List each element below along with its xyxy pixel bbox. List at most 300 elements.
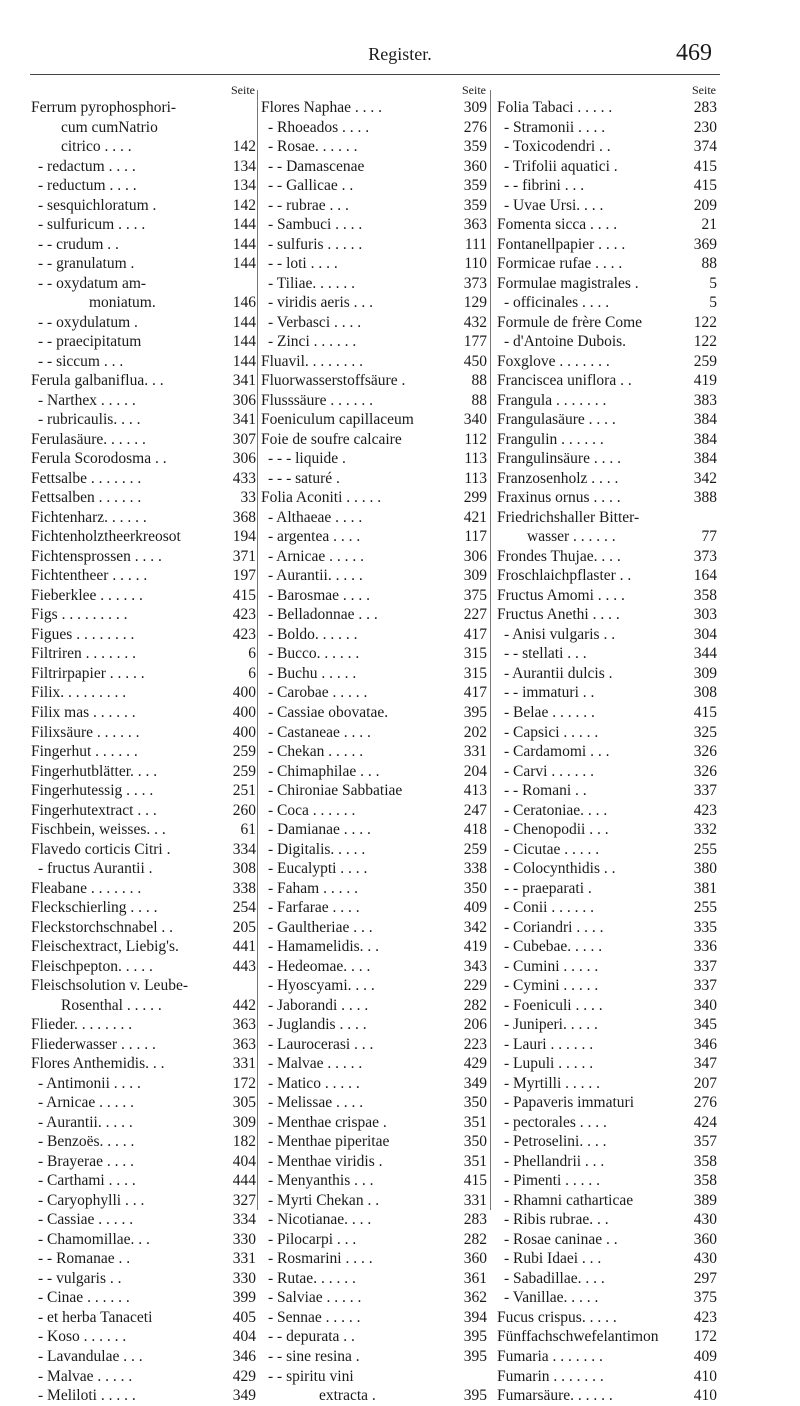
entry-page: 113 <box>464 469 487 487</box>
index-entry <box>31 449 256 469</box>
page-header <box>0 40 800 70</box>
index-entry <box>497 820 717 840</box>
index-entry <box>31 215 256 235</box>
entry-term: - Trifolii aquatici . <box>504 157 618 175</box>
entry-term: - Arnicae . . . . . <box>268 547 364 565</box>
entry-term: - fructus Aurantii . <box>38 860 153 878</box>
entry-page: 395 <box>463 1328 487 1346</box>
entry-page: 260 <box>232 801 256 819</box>
entry-page: 349 <box>463 1074 487 1092</box>
entry-term: - Salviae . . . . . <box>268 1289 362 1307</box>
entry-page: 330 <box>232 1269 256 1287</box>
entry-term: - - - liquide . <box>268 450 346 468</box>
index-entry <box>497 313 717 333</box>
entry-term: Ferula galbaniflua. . . <box>31 372 164 390</box>
entry-term: - Lupuli . . . . . <box>504 1055 594 1073</box>
index-entry <box>497 840 717 860</box>
entry-term: - Gaultheriae . . . <box>268 918 373 936</box>
entry-term: - Uvae Ursi. . . . <box>504 196 604 214</box>
index-entry <box>497 937 717 957</box>
entry-term: - Cumini . . . . . <box>504 957 599 975</box>
entry-term: - Nicotianae. . . . <box>268 1211 372 1229</box>
entry-term: Filix. . . . . . . . . <box>31 684 127 702</box>
index-entry <box>31 235 256 255</box>
entry-term: - Melissae . . . . <box>268 1094 364 1112</box>
index-entry <box>31 879 256 899</box>
entry-page: 338 <box>232 879 256 897</box>
entry-term: - Phellandrii . . . <box>504 1152 605 1170</box>
entry-term: - Verbasci . . . . <box>268 313 362 331</box>
index-entry <box>261 157 487 177</box>
index-entry <box>497 1035 717 1055</box>
entry-page: 404 <box>232 1152 256 1170</box>
entry-page: 409 <box>693 1348 717 1365</box>
index-entry <box>497 1054 717 1074</box>
entry-page: 369 <box>693 235 717 253</box>
entry-term: Fluorwasserstoffsäure . <box>261 372 406 390</box>
index-entry <box>31 742 256 762</box>
entry-term: Fliederwasser . . . . . <box>31 1035 156 1053</box>
entry-page: 350 <box>463 1094 487 1112</box>
entry-term: - pectorales . . . . <box>504 1113 607 1131</box>
entry-term: - - praeparati . <box>504 879 592 897</box>
entry-term: - Menthae piperitae <box>268 1133 390 1151</box>
entry-term: - Hyoscyami. . . . <box>268 977 375 995</box>
index-entry <box>31 1386 256 1406</box>
index-entry <box>31 98 256 118</box>
index-entry <box>497 1288 717 1308</box>
entry-term: Foxglove . . . . . . . <box>497 352 610 370</box>
entry-page: 381 <box>693 879 717 897</box>
entry-page: 146 <box>232 294 256 312</box>
index-entry <box>497 118 717 138</box>
entry-page: 335 <box>693 918 717 936</box>
index-entry <box>31 1347 256 1367</box>
entry-page: 399 <box>232 1289 256 1307</box>
index-entry <box>261 1288 487 1308</box>
entry-term: - Toxicodendri . . <box>504 138 611 156</box>
entry-page: 358 <box>693 586 717 604</box>
index-entry <box>497 1308 717 1328</box>
index-entry <box>497 762 717 782</box>
entry-page: 419 <box>463 938 487 956</box>
entry-page: 326 <box>693 743 717 761</box>
index-entry <box>261 1093 487 1113</box>
entry-page: 332 <box>693 821 717 839</box>
index-entry <box>261 1327 487 1347</box>
entry-page: 122 <box>693 333 717 351</box>
entry-page: 345 <box>693 1016 717 1034</box>
entry-term: - - - saturé . <box>268 469 340 487</box>
column-divider <box>257 90 258 1210</box>
index-entry <box>261 1269 487 1289</box>
entry-page: 424 <box>693 1113 717 1131</box>
entry-term: Flores Naphae . . . . <box>261 99 382 116</box>
index-entry <box>31 605 256 625</box>
entry-page: 384 <box>693 450 717 468</box>
entry-term: Fleabane . . . . . . . <box>31 879 142 897</box>
entry-term: - Brayerae . . . . <box>38 1152 134 1170</box>
entry-term: - redactum . . . . <box>38 157 136 175</box>
entry-page: 384 <box>693 411 717 429</box>
index-entry <box>497 157 717 177</box>
entry-page: 344 <box>693 645 717 663</box>
entry-term: Ferulasäure. . . . . . <box>31 430 146 448</box>
index-entry <box>261 976 487 996</box>
index-entry <box>497 683 717 703</box>
entry-page: 432 <box>463 313 487 331</box>
entry-term: - Faham . . . . . <box>268 879 358 897</box>
entry-page: 331 <box>232 1055 256 1073</box>
entry-term: - Damianae . . . . <box>268 821 371 839</box>
entry-term: - Cardamomi . . . <box>504 743 610 761</box>
index-entry <box>261 430 487 450</box>
entry-page: 430 <box>693 1211 717 1229</box>
index-entry <box>31 313 256 333</box>
entry-page: 309 <box>463 567 487 585</box>
entry-page: 346 <box>232 1348 256 1365</box>
index-entry <box>261 625 487 645</box>
index-entry <box>497 566 717 586</box>
entry-term: - Barosmae . . . . <box>268 586 371 604</box>
entry-term: Frangulin . . . . . . <box>497 430 604 448</box>
index-entry <box>497 625 717 645</box>
entry-page: 384 <box>693 430 717 448</box>
index-entry <box>31 274 256 294</box>
index-entry <box>31 157 256 177</box>
entry-page: 357 <box>693 1133 717 1151</box>
index-entry <box>31 918 256 938</box>
index-entry <box>31 703 256 723</box>
entry-page: 207 <box>693 1074 717 1092</box>
entry-page: 306 <box>232 391 256 409</box>
entry-term: extracta . <box>319 1387 376 1405</box>
index-entry <box>261 898 487 918</box>
entry-term: - Caryophylli . . . <box>38 1191 145 1209</box>
index-entry <box>261 879 487 899</box>
entry-term: Fichtensprossen . . . . <box>31 547 162 565</box>
index-entry <box>261 1015 487 1035</box>
entry-term: - - loti . . . . <box>268 255 338 273</box>
entry-term: Folia Tabaci . . . . . <box>497 99 613 116</box>
entry-page: 172 <box>693 1328 717 1346</box>
entry-term: - - oxydatum am- <box>38 274 147 292</box>
entry-term: - - oxydulatum . <box>38 313 138 331</box>
entry-term: - Digitalis. . . . . <box>268 840 366 858</box>
entry-term: Foeniculum capillaceum <box>261 411 414 429</box>
index-entry <box>497 703 717 723</box>
index-entry <box>261 762 487 782</box>
entry-term: - Matico . . . . . <box>268 1074 360 1092</box>
index-entry <box>31 1249 256 1269</box>
entry-page: 6 <box>248 645 256 663</box>
index-entry <box>31 723 256 743</box>
index-entry <box>31 1152 256 1172</box>
entry-page: 331 <box>463 743 487 761</box>
index-entry <box>497 1113 717 1133</box>
entry-term: - Rhoeados . . . . <box>268 118 370 136</box>
index-entry <box>497 1191 717 1211</box>
index-entry <box>497 137 717 157</box>
entry-term: - Althaeae . . . . <box>268 508 363 526</box>
entry-page: 251 <box>232 782 256 800</box>
index-entry <box>261 586 487 606</box>
index-entry <box>497 918 717 938</box>
entry-page: 395 <box>463 1348 487 1365</box>
entry-term: - Capsici . . . . . <box>504 723 599 741</box>
entry-term: - - fibrini . . . <box>504 177 585 195</box>
entry-page: 423 <box>693 801 717 819</box>
entry-page: 383 <box>693 391 717 409</box>
entry-term: - Zinci . . . . . . <box>268 333 357 351</box>
index-entry <box>497 996 717 1016</box>
entry-term: Fumarin . . . . . . . <box>497 1367 604 1385</box>
entry-page: 415 <box>693 703 717 721</box>
entry-page: 331 <box>463 1191 487 1209</box>
entry-term: - Lavandulae . . . <box>38 1348 143 1365</box>
index-entry <box>261 605 487 625</box>
entry-term: - - spiritu vini <box>268 1367 354 1385</box>
index-entry <box>31 566 256 586</box>
entry-term: Fettsalbe . . . . . . . <box>31 469 142 487</box>
index-entry <box>497 1093 717 1113</box>
entry-page: 315 <box>463 645 487 663</box>
index-entry <box>497 586 717 606</box>
index-entry <box>31 391 256 411</box>
entry-page: 442 <box>232 996 256 1014</box>
entry-term: - Colocynthidis . . <box>504 860 616 878</box>
entry-page: 375 <box>463 586 487 604</box>
index-entry <box>31 176 256 196</box>
entry-page: 325 <box>693 723 717 741</box>
entry-term: - Ribis rubrae. . . <box>504 1211 609 1229</box>
entry-term: Filtriren . . . . . . . <box>31 645 137 663</box>
index-entry <box>261 118 487 138</box>
entry-term: - Rosae. . . . . . <box>268 138 358 156</box>
entry-term: - Myrti Chekan . . <box>268 1191 380 1209</box>
index-entry <box>497 859 717 879</box>
index-entry <box>31 488 256 508</box>
entry-term: - Buchu . . . . . <box>268 664 357 682</box>
entry-term: Frangulasäure . . . . <box>497 411 616 429</box>
entry-page: 331 <box>232 1250 256 1268</box>
index-entry <box>261 449 487 469</box>
entry-term: - Boldo. . . . . . <box>268 625 358 643</box>
entry-term: Ferrum pyrophosphori- <box>31 99 177 116</box>
entry-page: 423 <box>232 625 256 643</box>
entry-term: - sulfuris . . . . . <box>268 235 363 253</box>
entry-term: Fumaria . . . . . . . <box>497 1348 603 1365</box>
entry-term: Fingerhutessig . . . . <box>31 782 154 800</box>
entry-term: - Farfarae . . . . <box>268 899 360 917</box>
entry-page: 450 <box>463 352 487 370</box>
entry-term: Fleckstorchschnabel . . <box>31 918 174 936</box>
index-entry <box>497 742 717 762</box>
index-entry <box>497 391 717 411</box>
index-entry <box>261 1113 487 1133</box>
entry-term: - Malvae . . . . . <box>268 1055 363 1073</box>
index-entry <box>31 1210 256 1230</box>
index-entry <box>497 332 717 352</box>
index-entry <box>261 566 487 586</box>
index-entry <box>261 527 487 547</box>
index-entry <box>31 430 256 450</box>
index-entry <box>261 469 487 489</box>
entry-term: - Malvae . . . . . <box>38 1367 133 1385</box>
entry-term: Fucus crispus. . . . . <box>497 1308 617 1326</box>
entry-page: 144 <box>232 216 256 234</box>
entry-page: 337 <box>693 782 717 800</box>
entry-page: 337 <box>693 957 717 975</box>
index-column-2 <box>261 82 487 1406</box>
index-entry <box>497 723 717 743</box>
index-entry <box>31 1327 256 1347</box>
index-entry <box>497 98 717 118</box>
entry-term: Formule de frère Come <box>497 313 643 331</box>
entry-term: Filix mas . . . . . . <box>31 703 136 721</box>
entry-term: - rubricaulis. . . . <box>38 411 141 429</box>
entry-page: 194 <box>232 528 256 546</box>
entry-page: 307 <box>232 430 256 448</box>
entry-term: Fischbein, weisses. . . <box>31 821 166 839</box>
entry-term: - Cicutae . . . . . <box>504 840 600 858</box>
index-entry <box>31 1171 256 1191</box>
index-entry <box>497 879 717 899</box>
entry-term: - Rosae caninae . . <box>504 1230 618 1248</box>
index-entry <box>31 976 256 996</box>
index-entry <box>31 410 256 430</box>
index-entry <box>31 1035 256 1055</box>
index-entry <box>261 1152 487 1172</box>
entry-page: 358 <box>693 1172 717 1190</box>
entry-term: - Benzoës. . . . . <box>38 1133 135 1151</box>
entry-term: - Myrtilli . . . . . <box>504 1074 601 1092</box>
entry-page: 205 <box>232 918 256 936</box>
index-entry <box>261 1347 487 1367</box>
index-entry <box>31 254 256 274</box>
entry-term: Fleischsolution v. Leube- <box>31 977 188 995</box>
entry-term: - Cassiae obovatae. <box>268 703 389 721</box>
index-entry <box>497 410 717 430</box>
entry-term: - Menthae viridis . <box>268 1152 383 1170</box>
index-entry <box>497 176 717 196</box>
entry-term: Fichtenholztheerkreosot <box>31 528 181 546</box>
entry-page: 330 <box>232 1230 256 1248</box>
entry-term: - Cassiae . . . . . <box>38 1211 134 1229</box>
entry-term: Fumarsäure. . . . . . <box>497 1387 613 1405</box>
entry-term: - Carvi . . . . . . <box>504 762 594 780</box>
entry-page: 342 <box>463 918 487 936</box>
index-entry <box>261 840 487 860</box>
entry-page: 308 <box>232 860 256 878</box>
entry-term: - Hamamelidis. . . <box>268 938 380 956</box>
entry-page: 327 <box>232 1191 256 1209</box>
index-entry <box>497 235 717 255</box>
entry-term: cum cumNatrio <box>61 118 158 136</box>
entry-page: 206 <box>463 1016 487 1034</box>
entry-page: 360 <box>463 157 487 175</box>
index-entry <box>261 410 487 430</box>
column-divider <box>490 90 491 1210</box>
entry-term: Flusssäure . . . . . . <box>261 391 373 409</box>
index-entry <box>31 1191 256 1211</box>
index-entry <box>497 1347 717 1367</box>
index-entry <box>261 937 487 957</box>
entry-term: Fluavil. . . . . . . . <box>261 352 364 370</box>
entry-term: - Sennae . . . . . <box>268 1308 361 1326</box>
index-entry <box>31 352 256 372</box>
entry-page: 429 <box>232 1367 256 1385</box>
entry-page: 144 <box>232 235 256 253</box>
index-entry <box>261 1171 487 1191</box>
entry-page: 347 <box>693 1055 717 1073</box>
entry-page: 61 <box>240 821 256 839</box>
entry-page: 410 <box>693 1387 717 1405</box>
entry-page: 415 <box>693 157 717 175</box>
entry-page: 326 <box>693 762 717 780</box>
index-entry <box>261 1074 487 1094</box>
entry-page: 134 <box>232 157 256 175</box>
entry-page: 395 <box>463 703 487 721</box>
entry-term: Flores Anthemidis. . . <box>31 1055 165 1073</box>
index-entry <box>31 996 256 1016</box>
entry-term: - Castaneae . . . . <box>268 723 371 741</box>
page-title: Register. <box>368 44 432 64</box>
entry-page: 363 <box>232 1035 256 1053</box>
index-entry <box>31 801 256 821</box>
index-entry <box>31 664 256 684</box>
index-entry <box>31 371 256 391</box>
index-entry <box>31 1308 256 1328</box>
entry-term: Ferula Scorodosma . . <box>31 450 167 468</box>
entry-page: 5 <box>709 294 717 312</box>
index-entry <box>261 235 487 255</box>
entry-term: - Lauri . . . . . . <box>504 1035 594 1053</box>
index-entry <box>31 683 256 703</box>
entry-page: 259 <box>463 840 487 858</box>
entry-page: 306 <box>463 547 487 565</box>
entry-term: Fleischpepton. . . . . <box>31 957 153 975</box>
entry-term: - Conii . . . . . . <box>504 899 594 917</box>
entry-term: - Anisi vulgaris . . <box>504 625 616 643</box>
entry-page: 305 <box>232 1094 256 1112</box>
entry-page: 308 <box>693 684 717 702</box>
entry-term: - Jaborandi . . . . <box>268 996 369 1014</box>
index-entry <box>31 1230 256 1250</box>
entry-term: - - siccum . . . <box>38 352 124 370</box>
entry-page: 441 <box>232 938 256 956</box>
index-entry <box>497 605 717 625</box>
index-entry <box>497 1327 717 1347</box>
entry-page: 88 <box>701 255 717 273</box>
index-entry <box>497 508 717 528</box>
entry-page: 340 <box>693 996 717 1014</box>
entry-term: Folia Aconiti . . . . . <box>261 489 382 507</box>
entry-term: Fructus Amomi . . . . <box>497 586 625 604</box>
entry-page: 144 <box>232 352 256 370</box>
entry-page: 374 <box>693 138 717 156</box>
entry-term: - Juglandis . . . . <box>268 1016 367 1034</box>
index-entry <box>31 1132 256 1152</box>
index-entry <box>31 527 256 547</box>
index-entry <box>261 859 487 879</box>
entry-term: Rosenthal . . . . . <box>61 996 162 1014</box>
index-entry <box>261 547 487 567</box>
index-entry <box>261 703 487 723</box>
entry-term: - Aurantii. . . . . <box>268 567 363 585</box>
entry-page: 346 <box>693 1035 717 1053</box>
index-entry <box>261 996 487 1016</box>
